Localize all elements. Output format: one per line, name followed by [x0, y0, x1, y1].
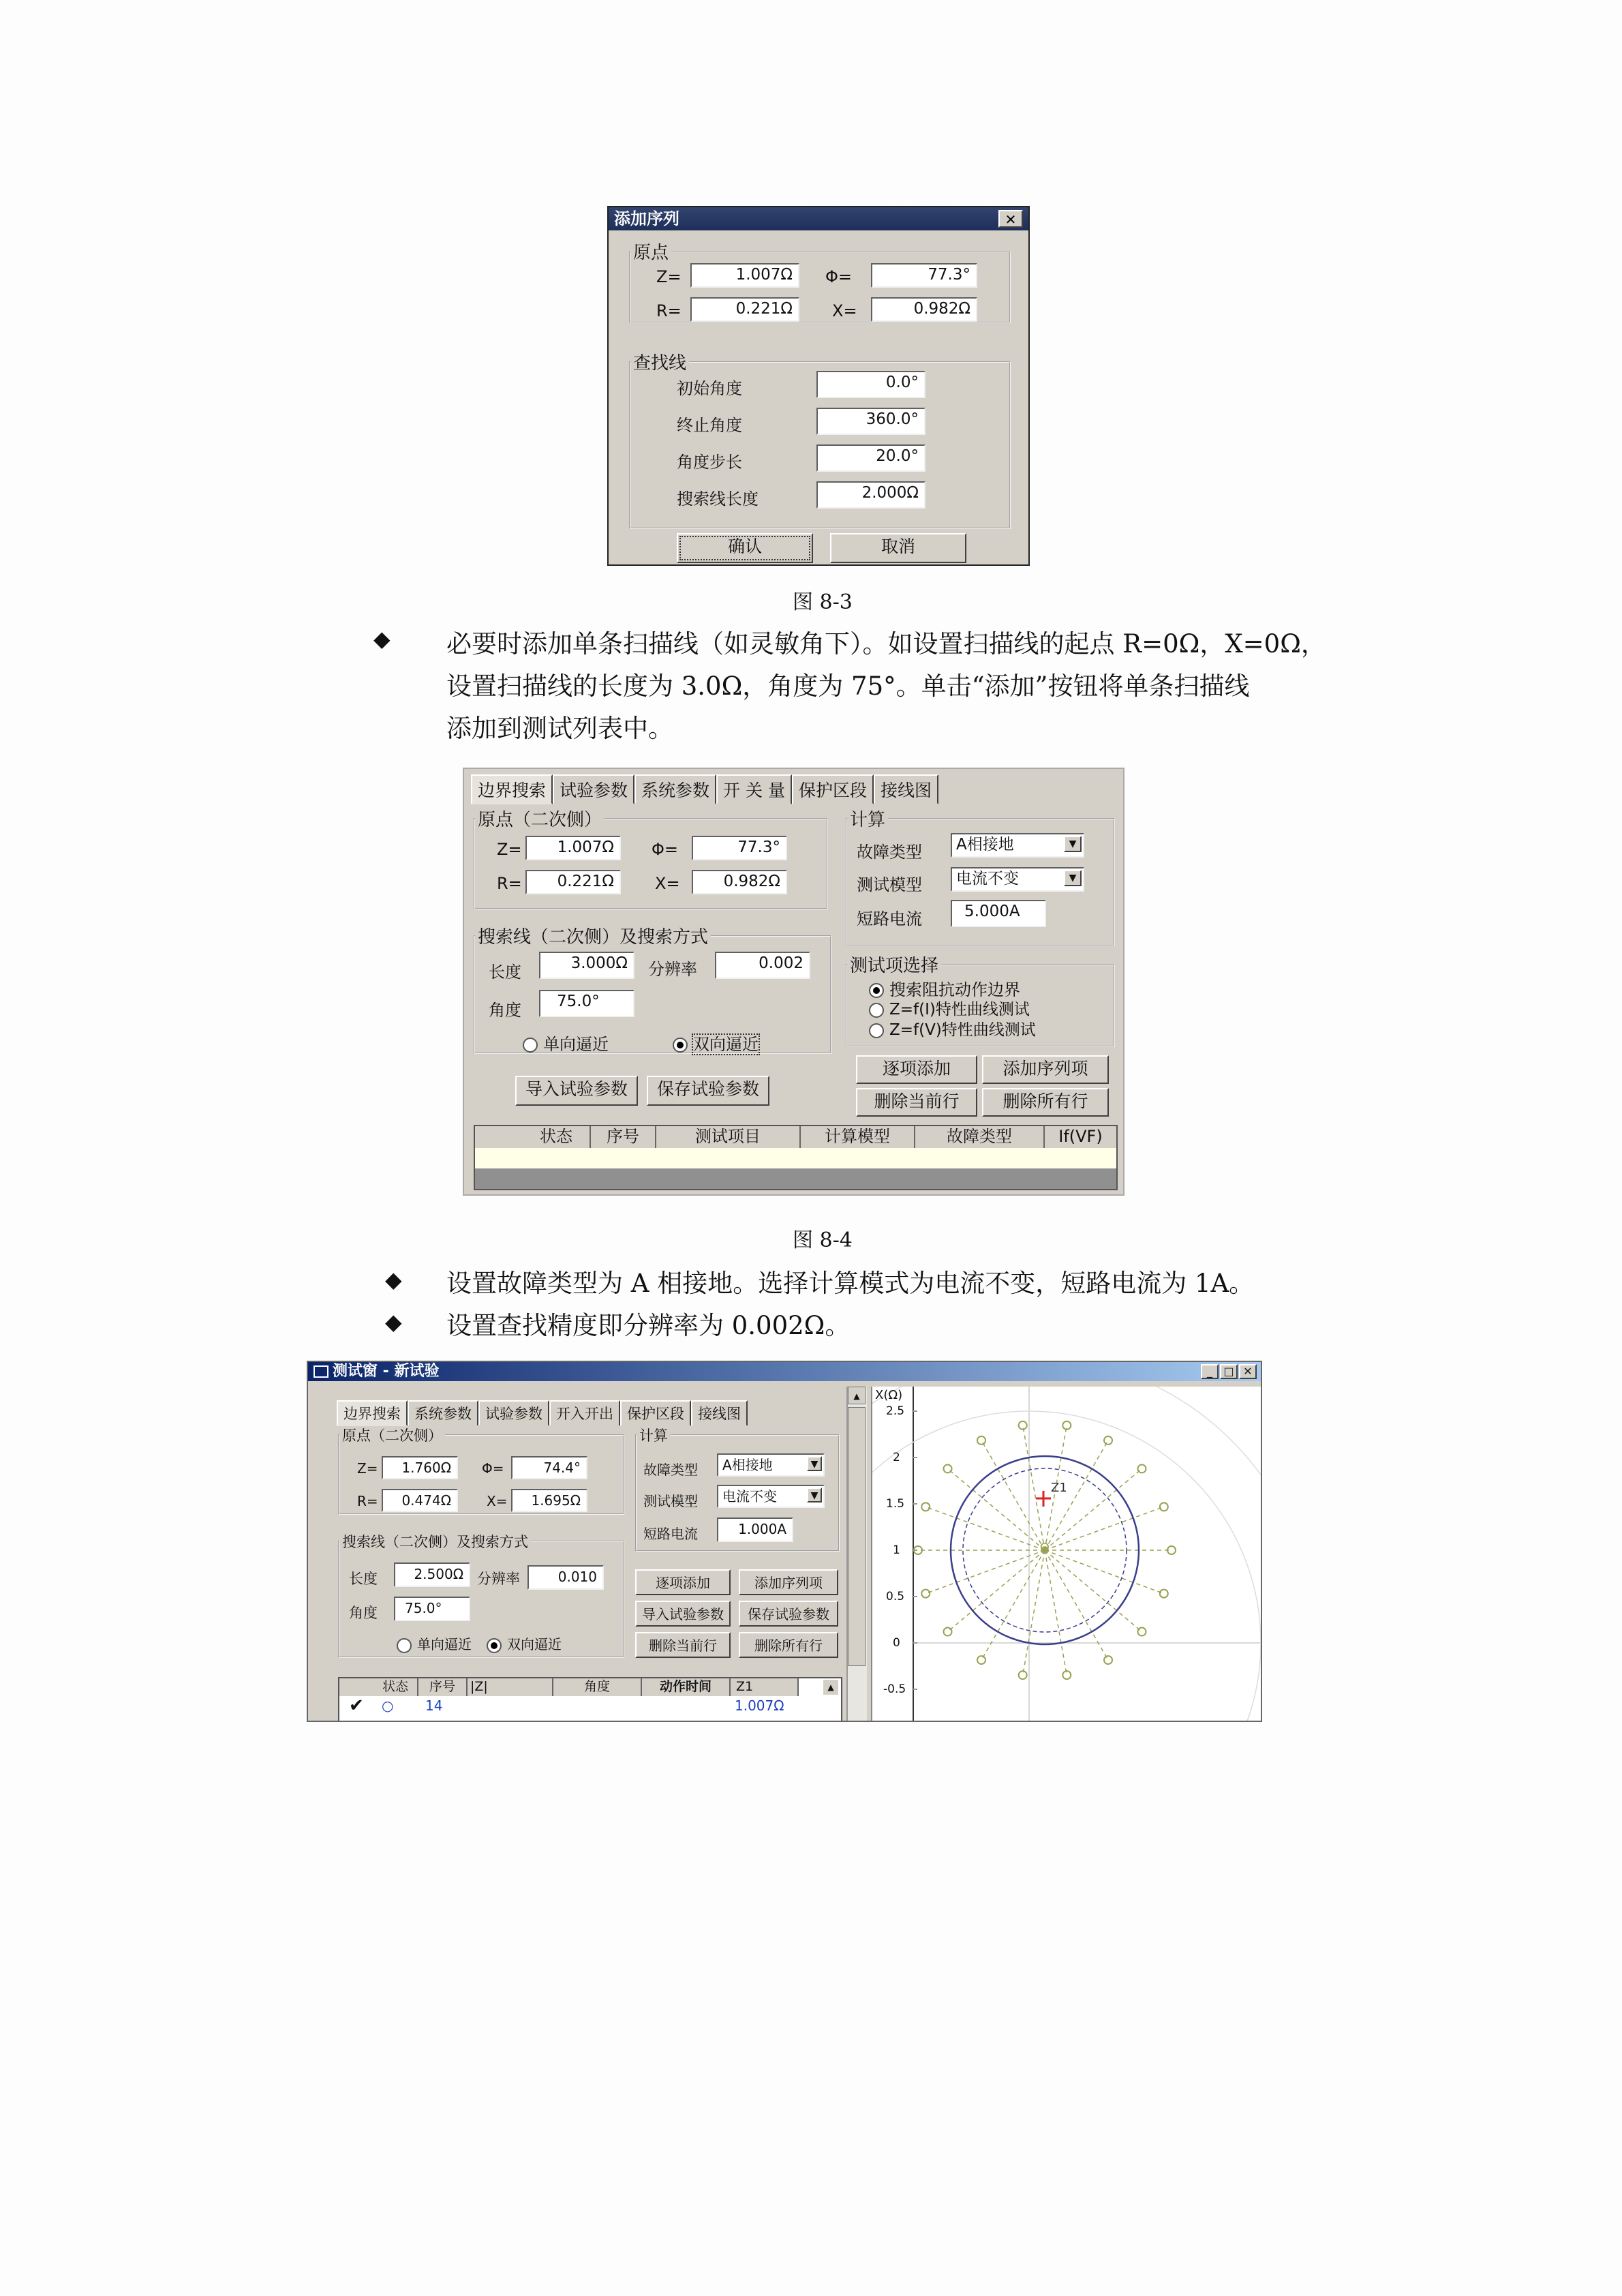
z-label: Z= [357, 1460, 378, 1477]
scroll-up-icon[interactable]: ▲ [848, 1387, 866, 1404]
tab-protection-zone[interactable]: 保护区段 [620, 1400, 691, 1426]
two-way-radio[interactable] [673, 1031, 759, 1055]
one-way-label: 单向逼近 [417, 1636, 472, 1652]
r-label: R= [357, 1493, 378, 1509]
option-zv-label: Z=f(V)特性曲线测试 [889, 1021, 1036, 1039]
one-way-radio[interactable] [523, 1031, 609, 1055]
x-field[interactable]: 0.982Ω [871, 297, 977, 322]
option-zv-radio[interactable] [869, 1017, 1036, 1040]
ray-endpoint-marker [1137, 1464, 1146, 1472]
start-angle-field[interactable]: 0.0° [816, 371, 925, 398]
origin-legend: 原点（二次侧） [342, 1428, 442, 1444]
resolution-field[interactable]: 0.002 [715, 952, 810, 979]
col-fault-type[interactable]: 故障类型 [915, 1126, 1045, 1148]
chevron-down-icon[interactable]: ▼ [1064, 870, 1082, 886]
save-params-button[interactable]: 保存试验参数 [647, 1076, 769, 1106]
row-z1: 1.007Ω [735, 1697, 784, 1714]
tab-test-params[interactable]: 试验参数 [478, 1400, 549, 1426]
col-z[interactable]: |Z| [468, 1678, 553, 1696]
confirm-button[interactable]: 确认 [677, 533, 813, 563]
col-z1[interactable]: Z1 [731, 1678, 799, 1696]
tab-boundary-search[interactable]: 边界搜索 [337, 1400, 408, 1426]
phi-label: Φ= [825, 267, 852, 286]
r-label: R= [497, 874, 522, 893]
one-way-radio[interactable] [397, 1633, 472, 1653]
test-model-select[interactable] [717, 1485, 825, 1508]
delete-current-button[interactable]: 删除当前行 [856, 1088, 977, 1117]
search-ray [1023, 1425, 1045, 1550]
save-params-button[interactable]: 保存试验参数 [739, 1601, 838, 1627]
tab-system-params[interactable]: 系统参数 [408, 1400, 478, 1426]
tab-system-params[interactable]: 系统参数 [634, 774, 716, 804]
z1-marker-label: Z1 [1051, 1481, 1067, 1495]
ray-endpoint-marker [1160, 1590, 1168, 1598]
paragraph-resolution: 设置查找精度即分辨率为 0.002Ω。 [446, 1311, 851, 1340]
search-ray [925, 1550, 1045, 1594]
paragraph-line-2: 设置扫描线的长度为 3.0Ω，角度为 75°。单击“添加”按钮将单条扫描线 [446, 671, 1250, 701]
col-number[interactable]: 序号 [418, 1678, 468, 1696]
r-field[interactable]: 0.474Ω [382, 1489, 458, 1512]
col-status[interactable]: 状态 [523, 1126, 591, 1148]
z-label: Z= [656, 267, 682, 286]
search-ray [1045, 1507, 1164, 1550]
minimize-icon[interactable]: _ [1201, 1364, 1219, 1379]
col-calc-model[interactable]: 计算模型 [801, 1126, 915, 1148]
tab-boundary-search[interactable]: 边界搜索 [471, 774, 553, 804]
fault-type-label: 故障类型 [857, 843, 922, 862]
resolution-label: 分辨率 [648, 960, 697, 979]
x-field[interactable]: 1.695Ω [511, 1489, 587, 1512]
radio-off-icon [523, 1038, 538, 1053]
tab-switch[interactable]: 开 关 量 [716, 774, 792, 804]
test-model-value: 电流不变 [956, 870, 1019, 888]
figure-caption-8-3: 图 8-3 [793, 590, 853, 614]
tab-wiring[interactable]: 接线图 [874, 774, 938, 804]
r-field[interactable]: 0.221Ω [690, 297, 799, 322]
short-circuit-field[interactable]: 5.000A [951, 900, 1046, 927]
option-boundary-label: 搜索阻抗动作边界 [889, 980, 1020, 999]
resolution-label: 分辨率 [477, 1571, 520, 1587]
z-field[interactable]: 1.760Ω [382, 1456, 458, 1479]
two-way-label: 双向逼近 [693, 1035, 759, 1054]
y-tick-label: 1 [893, 1543, 900, 1557]
y-tick-label: 2.5 [886, 1404, 905, 1418]
window-title-bar [308, 1362, 1261, 1381]
chevron-down-icon[interactable]: ▼ [807, 1456, 822, 1471]
fault-type-select[interactable] [951, 833, 1084, 858]
tab-test-params[interactable]: 试验参数 [553, 774, 634, 804]
start-angle-label: 初始角度 [677, 379, 742, 398]
search-legend: 搜索线（二次侧）及搜索方式 [342, 1534, 528, 1550]
end-angle-label: 终止角度 [677, 416, 742, 435]
r-field[interactable]: 0.221Ω [525, 870, 621, 894]
col-angle[interactable]: 角度 [553, 1678, 642, 1696]
ray-endpoint-marker [1104, 1656, 1112, 1664]
bullet-icon: ◆ [385, 1267, 402, 1293]
test-model-select[interactable] [951, 867, 1084, 892]
radio-on-icon [869, 983, 884, 998]
search-ray [1045, 1550, 1164, 1594]
test-window [307, 1361, 1262, 1722]
search-ray [925, 1507, 1045, 1550]
two-way-label: 双向逼近 [507, 1636, 562, 1652]
tab-strip [337, 1400, 748, 1426]
table-row[interactable] [339, 1696, 816, 1717]
option-zi-label: Z=f(I)特性曲线测试 [889, 1001, 1030, 1018]
ray-endpoint-marker [977, 1436, 985, 1445]
search-length-field[interactable]: 2.000Ω [816, 481, 925, 509]
fault-type-select[interactable] [717, 1453, 825, 1477]
y-tick-label: 0 [893, 1636, 900, 1650]
x-field[interactable]: 0.982Ω [692, 870, 787, 894]
tab-io[interactable]: 开入开出 [549, 1400, 620, 1426]
status-circle-icon: ○ [382, 1697, 394, 1714]
radio-on-icon [673, 1038, 688, 1053]
tab-protection-zone[interactable]: 保护区段 [792, 774, 874, 804]
angle-label: 角度 [489, 1001, 521, 1020]
x-label: X= [655, 874, 680, 893]
fault-type-value: A相接地 [722, 1457, 773, 1473]
ray-endpoint-marker [1137, 1628, 1146, 1636]
paragraph-line-3: 添加到测试列表中。 [446, 714, 673, 743]
search-length-label: 搜索线长度 [677, 489, 759, 509]
row-number: 14 [425, 1697, 443, 1714]
add-sequence-button[interactable]: 添加序列项 [982, 1055, 1109, 1084]
test-list-table[interactable] [338, 1677, 842, 1722]
tab-strip [471, 774, 938, 804]
add-item-button[interactable]: 逐项添加 [856, 1055, 977, 1084]
phi-label: Φ= [482, 1460, 504, 1477]
origin-legend: 原点（二次侧） [478, 810, 602, 830]
ray-endpoint-marker [944, 1628, 952, 1636]
short-circuit-label: 短路电流 [643, 1526, 698, 1542]
delete-all-button[interactable]: 删除所有行 [739, 1632, 838, 1658]
y-tick-label: -0.5 [883, 1682, 906, 1696]
import-params-button[interactable]: 导入试验参数 [635, 1601, 731, 1627]
one-way-label: 单向逼近 [543, 1035, 609, 1054]
length-label: 长度 [489, 963, 521, 982]
delete-current-button[interactable]: 删除当前行 [635, 1632, 731, 1658]
ray-endpoint-marker [1104, 1436, 1112, 1445]
test-model-label: 测试模型 [643, 1493, 698, 1509]
length-field[interactable]: 3.000Ω [539, 952, 634, 979]
calc-legend: 计算 [850, 810, 886, 830]
ray-endpoint-marker [1160, 1502, 1168, 1511]
tab-wiring[interactable]: 接线图 [691, 1400, 748, 1426]
figure-caption-8-4: 图 8-4 [793, 1228, 853, 1252]
angle-step-field[interactable]: 20.0° [816, 444, 925, 472]
y-tick-label: 2 [893, 1451, 900, 1464]
close-icon[interactable]: ✕ [998, 210, 1023, 228]
scroll-thumb[interactable] [848, 1407, 866, 1666]
ray-endpoint-marker [977, 1656, 985, 1664]
window-icon [313, 1365, 328, 1378]
add-sequence-dialog [607, 206, 1030, 566]
radio-off-icon [397, 1638, 412, 1653]
fault-type-label: 故障类型 [643, 1462, 698, 1478]
window-title: 测试窗 - 新试验 [333, 1363, 440, 1380]
angle-step-label: 角度步长 [677, 453, 742, 472]
length-field[interactable]: 2.500Ω [394, 1562, 470, 1587]
origin-legend: 原点 [633, 243, 669, 263]
y-tick-label: 0.5 [886, 1590, 905, 1603]
chevron-down-icon[interactable]: ▼ [1064, 836, 1082, 852]
phi-field[interactable]: 77.3° [692, 836, 787, 860]
short-circuit-field[interactable]: 1.000A [717, 1517, 793, 1542]
boundary-search-panel [463, 768, 1124, 1196]
test-model-label: 测试模型 [857, 875, 922, 894]
z-field[interactable]: 1.007Ω [690, 263, 799, 288]
ray-endpoint-marker [944, 1464, 952, 1472]
x-label: X= [832, 301, 857, 320]
search-ray [1023, 1550, 1045, 1675]
dialog-title: 添加序列 [609, 207, 1028, 230]
add-sequence-button[interactable]: 添加序列项 [739, 1569, 838, 1595]
phi-field[interactable]: 77.3° [871, 263, 977, 288]
search-line-group [338, 1531, 624, 1658]
col-test-item[interactable]: 测试项目 [656, 1126, 801, 1148]
ray-endpoint-marker [921, 1590, 930, 1598]
search-legend: 查找线 [633, 353, 687, 374]
add-item-button[interactable]: 逐项添加 [635, 1569, 731, 1595]
test-item-legend: 测试项选择 [850, 956, 939, 976]
resolution-field[interactable]: 0.010 [527, 1565, 604, 1590]
scroll-up-icon[interactable]: ▲ [823, 1680, 838, 1695]
option-zi-radio[interactable] [869, 997, 1030, 1019]
radio-off-icon [869, 1003, 884, 1018]
search-legend: 搜索线（二次侧）及搜索方式 [478, 927, 709, 948]
short-circuit-label: 短路电流 [857, 909, 922, 928]
impedance-plot[interactable] [871, 1387, 1262, 1722]
search-ray [1045, 1550, 1142, 1632]
fault-type-value: A相接地 [956, 836, 1014, 854]
col-status[interactable]: 状态 [373, 1678, 418, 1696]
paragraph-fault-type: 设置故障类型为 A 相接地。选择计算模式为电流不变，短路电流为 1A。 [446, 1269, 1255, 1298]
center-marker: Ω [1040, 1541, 1050, 1555]
two-way-radio[interactable] [487, 1633, 562, 1653]
bullet-icon: ◆ [385, 1309, 402, 1335]
ray-endpoint-marker [921, 1502, 930, 1511]
phi-label: Φ= [652, 840, 678, 859]
phi-field[interactable]: 74.4° [511, 1456, 587, 1479]
y-axis-label: X(Ω) [875, 1388, 903, 1402]
test-list-table[interactable] [474, 1125, 1118, 1190]
calc-legend: 计算 [639, 1428, 668, 1444]
col-number[interactable]: 序号 [591, 1126, 656, 1148]
angle-field[interactable]: 75.0° [539, 990, 634, 1017]
import-params-button[interactable]: 导入试验参数 [515, 1076, 638, 1106]
delete-all-button[interactable]: 删除所有行 [982, 1088, 1109, 1117]
search-ray [1045, 1550, 1067, 1675]
chevron-down-icon[interactable]: ▼ [807, 1487, 822, 1502]
x-label: X= [487, 1493, 508, 1509]
search-ray [948, 1550, 1045, 1632]
y-tick-label: 1.5 [886, 1497, 905, 1511]
window-controls [1201, 1364, 1257, 1379]
col-if-vf[interactable]: If(VF) [1045, 1126, 1116, 1148]
cancel-button[interactable]: 取消 [830, 533, 966, 563]
angle-label: 角度 [349, 1605, 378, 1621]
table-footer [475, 1168, 1116, 1189]
z-field[interactable]: 1.007Ω [525, 836, 621, 860]
empty-row [475, 1148, 1116, 1170]
bullet-icon: ◆ [373, 626, 391, 652]
end-angle-field[interactable]: 360.0° [816, 408, 925, 435]
r-label: R= [656, 301, 682, 320]
check-icon: ✔ [349, 1695, 364, 1716]
search-ray [948, 1468, 1045, 1550]
radio-off-icon [869, 1023, 884, 1038]
paragraph-line-1: 必要时添加单条扫描线（如灵敏角下）。如设置扫描线的起点 R=0Ω，X=0Ω， [446, 629, 1326, 659]
z-label: Z= [497, 840, 522, 859]
col-action-time[interactable]: 动作时间 [642, 1678, 731, 1696]
radio-on-icon [487, 1638, 502, 1653]
close-icon[interactable]: ✕ [1239, 1364, 1257, 1379]
panel-scrollbar[interactable] [846, 1387, 867, 1722]
length-label: 长度 [349, 1571, 378, 1587]
maximize-icon[interactable]: □ [1220, 1364, 1238, 1379]
test-model-value: 电流不变 [722, 1488, 777, 1505]
angle-field[interactable]: 75.0° [394, 1597, 470, 1621]
